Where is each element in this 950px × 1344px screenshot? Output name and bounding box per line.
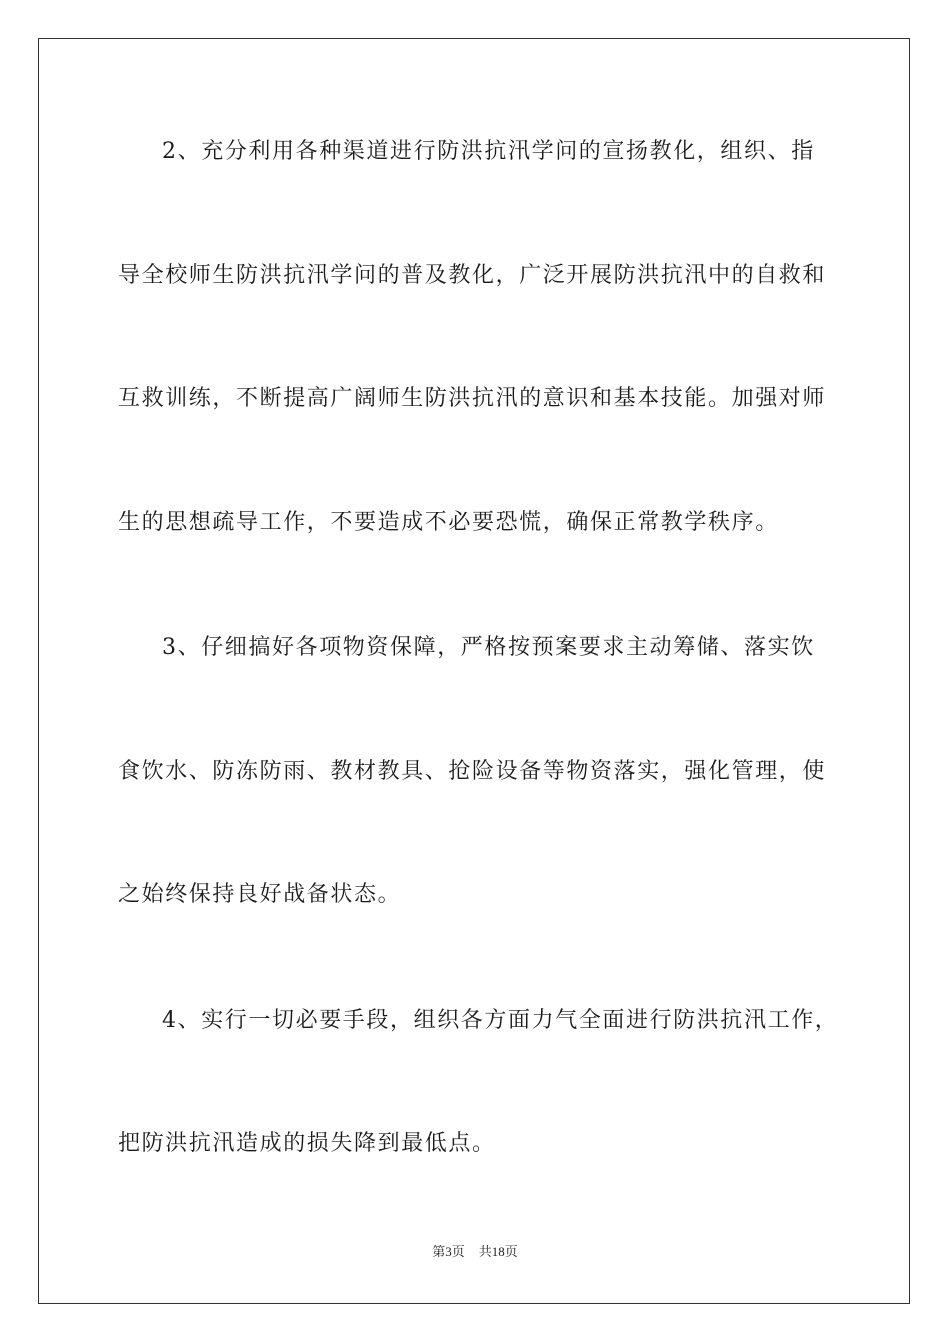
page-border xyxy=(38,38,910,1304)
paragraph-3-line-1: 3、仔细搞好各项物资保障，严格按预案要求主动筹储、落实饮 xyxy=(162,635,815,660)
paragraph-3-line-3: 之始终保持良好战备状态。 xyxy=(118,882,402,907)
paragraph-2-line-3: 互救训练，不断提高广阔师生防洪抗汛的意识和基本技能。加强对师 xyxy=(118,386,827,411)
page-footer xyxy=(0,1244,950,1260)
paragraph-4-line-2: 把防洪抗汛造成的损失降到最低点。 xyxy=(118,1131,496,1156)
paragraph-3-line-2: 食饮水、防冻防雨、教材教具、抢险设备等物资落实，强化管理，使 xyxy=(118,759,827,784)
paragraph-2-line-1: 2、充分利用各种渠道进行防洪抗汛学问的宣扬教化，组织、指 xyxy=(162,139,815,164)
page-number: 第3页 xyxy=(432,1244,465,1259)
paragraph-4-line-1: 4、实行一切必要手段，组织各方面力气全面进行防洪抗汛工作， xyxy=(162,1008,839,1033)
paragraph-2-line-4: 生的思想疏导工作，不要造成不必要恐慌，确保正常教学秩序。 xyxy=(118,510,779,535)
page-total: 共18页 xyxy=(478,1244,518,1259)
paragraph-2-line-2: 导全校师生防洪抗汛学问的普及教化，广泛开展防洪抗汛中的自救和 xyxy=(118,263,827,288)
